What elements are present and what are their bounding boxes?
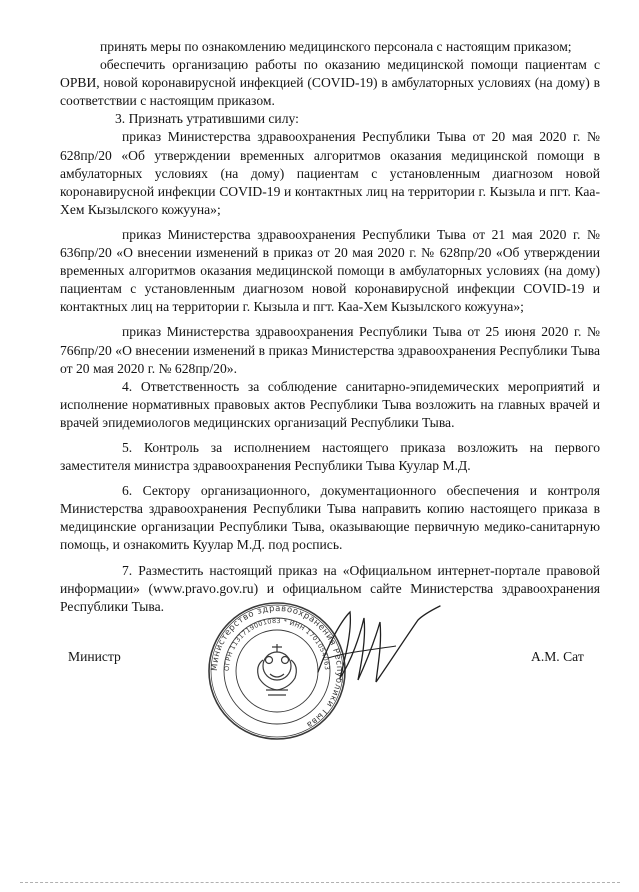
paragraph: приказ Министерства здравоохранения Республики Тыва от 20 мая 2020 г. № 628пр/20 «Об утверждении временных алгоритмов оказания медицинской помощи в амбулаторных условиях (на дому) пациентам с установленным диагнозом новой коронавирусной инфекции COVID-19 и контактных лиц на территории г. Кызыла и пгт. Каа-Хем Кызылского кожууна»;	[60, 129, 600, 217]
paragraph: 5. Контроль за исполнением настоящего приказа возложить на первого заместителя министра здравоохранения Республики Тыва Куулар М.Д.	[60, 439, 600, 474]
paragraph: 4. Ответственность за соблюдение санитарно-эпидемических мероприятий и исполнение нормативных правовых актов Республики Тыва возложить на главных врачей и врачей эпидемиологов медицинских организаций Республики Тыва.	[60, 378, 600, 430]
stamp-inner-text: ОГРН 1131719001083 * ИНН 1701054063	[222, 616, 332, 672]
page-bottom-rule	[20, 882, 620, 884]
document-body	[60, 38, 600, 616]
emblem-icon	[258, 644, 297, 695]
stamp-outer-text: Министерство здравоохранения Республики Тыва	[209, 603, 345, 730]
paragraph: 7. Разместить настоящий приказ на «Официальном интернет-портале правовой информации» (www.pravo.gov.ru) и официальном сайте Министерства здравоохранения Республики Тыва.	[60, 562, 600, 614]
handwritten-signature	[300, 600, 450, 690]
signatory-name: А.М. Сат	[531, 649, 584, 664]
paragraph: 3. Признать утратившими силу:	[115, 111, 299, 127]
signatory-position: Министр	[68, 649, 121, 664]
paragraph: 6. Сектору организационного, документационного обеспечения и контроля Министерства здравоохранения Республики Тыва направить копию настоящего приказа в медицинские организации Республики Тыва, оказывающие первичную медико-санитарную помощь, и ознакомить Куулар М.Д. под роспись.	[60, 483, 600, 553]
paragraph: приказ Министерства здравоохранения Республики Тыва от 21 мая 2020 г. № 636пр/20 «О внесении изменений в приказ от 20 мая 2020 г. № 628пр/20 «Об утверждении временных алгоритмов оказания медицинской помощи в амбулаторных условиях (на дому) пациентам с установленным диагнозом новой коронавирусной инфекции COVID-19 и контактных лиц на территории г. Кызыла и пгт. Каа-Хем Кызылского кожууна»;	[60, 226, 600, 315]
paragraph: принять меры по ознакомлению медицинского персонала с настоящим приказом;	[100, 39, 572, 54]
paragraph: обеспечить организацию работы по оказанию медицинской помощи пациентам с ОРВИ, новой коронавирусной инфекцией (COVID-19) в амбулаторных условиях (на дому) в соответствии с настоящим приказом.	[60, 57, 600, 109]
paragraph: приказ Министерства здравоохранения Республики Тыва от 25 июня 2020 г. № 766пр/20 «О внесении изменений в приказ Министерства здравоохранения Республики Тыва от 20 мая 2020 г. № 628пр/20».	[60, 324, 600, 376]
